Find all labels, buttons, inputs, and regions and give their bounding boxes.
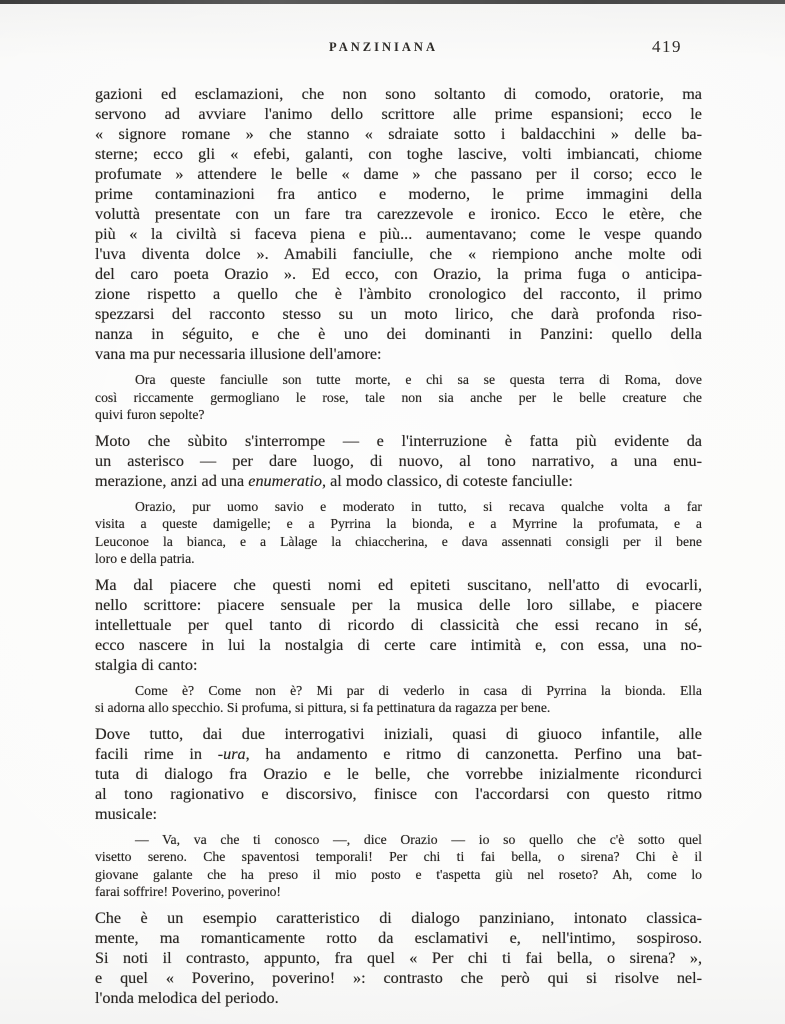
body-paragraph <box>95 431 702 491</box>
text-line: spezzarsi del racconto stesso su un moto lirico, che darà profonda riso- <box>95 305 702 323</box>
text-line: voluttà presentate con un fare tra carezzevole e ironico. Ecco le etère, che <box>95 205 702 223</box>
text-line: Come è? Come non è? Mi par di vederlo in casa di Pyrrina la bionda. Ella <box>135 682 702 698</box>
text-line: giovane galante che ha preso il mio posto e t'aspetta giù nel roseto? Ah, come lo <box>95 866 702 882</box>
block-quote <box>95 371 702 424</box>
text-line: nanza in séguito, e che è uno dei dominanti in Panzini: quello della <box>95 325 702 343</box>
body-paragraph <box>95 575 702 675</box>
running-title: PANZINIANA <box>329 40 438 54</box>
text-line: Ora queste fanciulle son tutte morte, e chi sa se questa terra di Roma, dove <box>135 372 702 387</box>
text-line: nello scrittore: piacere sensuale per la musica delle loro sillabe, e piacere <box>95 595 702 614</box>
text-line: gazioni ed esclamazioni, che non sono soltanto di comodo, oratorie, ma <box>95 85 702 103</box>
scan-edge <box>0 0 785 4</box>
text-line: visetto sereno. Che spaventosi temporali! Per chi ti fai bella, o sirena? Chi è il <box>95 849 702 864</box>
text-line: Ma dal piacere che questi nomi ed epiteti suscitano, nell'atto di evocarli, <box>95 575 702 594</box>
text-line: musicale: <box>95 804 158 823</box>
text-line: facili rime in -ura, ha andamento e ritmo di canzonetta. Perfino una bat- <box>95 744 702 763</box>
text-line: loro e della patria. <box>95 551 195 566</box>
body-paragraph <box>95 724 702 824</box>
text-line: intellettuale per quel tanto di ricordo di classicità che essi recano in sé, <box>95 615 702 634</box>
text-line: tuta di dialogo fra Orazio e le belle, che vorrebbe inizialmente ricondurci <box>95 764 702 783</box>
text-line: zione rispetto a quello che è l'àmbito cronologico del racconto, il primo <box>95 285 702 303</box>
text-line: Che è un esempio caratteristico di dialogo panziniano, intonato classica- <box>95 908 702 927</box>
block-quote <box>95 682 702 717</box>
block-quote <box>95 831 702 901</box>
text-line: servono ad avviare l'animo dello scrittore alle prime espansioni; ecco le <box>95 105 702 123</box>
text-line: al tono ragionativo e discorsivo, finisce con l'accordarsi con questo ritmo <box>95 784 702 803</box>
text-line: profumate » attendere le belle « dame » che passano per il corso; ecco le <box>95 165 702 183</box>
text-column <box>95 84 702 1008</box>
text-line: Leuconoe la bianca, e a Làlage la chiaccherina, e dava assennati consigli per il bene <box>95 533 702 549</box>
text-line: così riccamente germogliano le rose, tale non sia anche per le belle creature che <box>95 389 702 405</box>
text-line: mente, ma romanticamente rotto da esclamativi e, nell'intimo, sospiroso. <box>95 928 702 947</box>
text-line: un asterisco — per dare luogo, di nuovo, al tono narrativo, a una enu- <box>95 451 702 470</box>
text-line: Orazio, pur uomo savio e moderato in tutto, si recava qualche volta a far <box>135 498 702 514</box>
text-line: ecco nascere in lui la nostalgia di certe care intimità e, con essa, una no- <box>95 635 702 654</box>
page-header <box>95 37 702 59</box>
text-line: vana ma pur necessaria illusione dell'amore: <box>95 345 382 363</box>
text-line: del caro poeta Orazio ». Ed ecco, con Orazio, la prima fuga o anticipa- <box>95 265 702 283</box>
text-line: « signore romane » che stanno « sdraiate sotto i baldacchini » delle ba- <box>95 125 702 143</box>
text-line: prime contaminazioni fra antico e moderno, le prime immagini della <box>95 185 702 203</box>
text-line: quivi furon sepolte? <box>95 407 205 422</box>
text-line: Moto che sùbito s'interrompe — e l'interruzione è fatta più evidente da <box>95 431 702 450</box>
text-line: Si noti il contrasto, appunto, fra quel « Per chi ti fai bella, o sirena? », <box>95 948 702 967</box>
text-line: l'onda melodica del periodo. <box>95 988 279 1007</box>
text-line: Dove tutto, dai due interrogativi iniziali, quasi di giuoco infantile, alle <box>95 724 702 743</box>
body-paragraph <box>95 908 702 1008</box>
page-number: 419 <box>652 37 682 56</box>
text-line: l'uva diventa dolce ». Amabili fanciulle, che « riempiono anche molte odi <box>95 245 702 263</box>
text-line: e quel « Poverino, poverino! »: contrasto che però qui si risolve nel- <box>95 968 702 987</box>
body-paragraph <box>95 84 702 364</box>
text-line: merazione, anzi ad una enumeratio, al modo classico, di coteste fanciulle: <box>95 471 573 490</box>
text-line: farai soffrire! Poverino, poverino! <box>95 884 281 899</box>
text-line: si adorna allo specchio. Si profuma, si pittura, si fa pettinatura da ragazza per bene. <box>95 700 551 715</box>
text-line: visita a queste damigelle; e a Pyrrina la bionda, e a Myrrine la profumata, e a <box>95 516 702 531</box>
text-line: più « la civiltà si faceva piena e più... aumentavano; come le vespe quando <box>95 225 702 243</box>
text-line: — Va, va che ti conosco —, dice Orazio — io so quello che c'è sotto quel <box>135 831 702 847</box>
block-quote <box>95 498 702 568</box>
text-line: sterne; ecco gli « efebi, galanti, con toghe lascive, volti imbiancati, chiome <box>95 145 702 163</box>
text-line: stalgia di canto: <box>95 655 198 674</box>
